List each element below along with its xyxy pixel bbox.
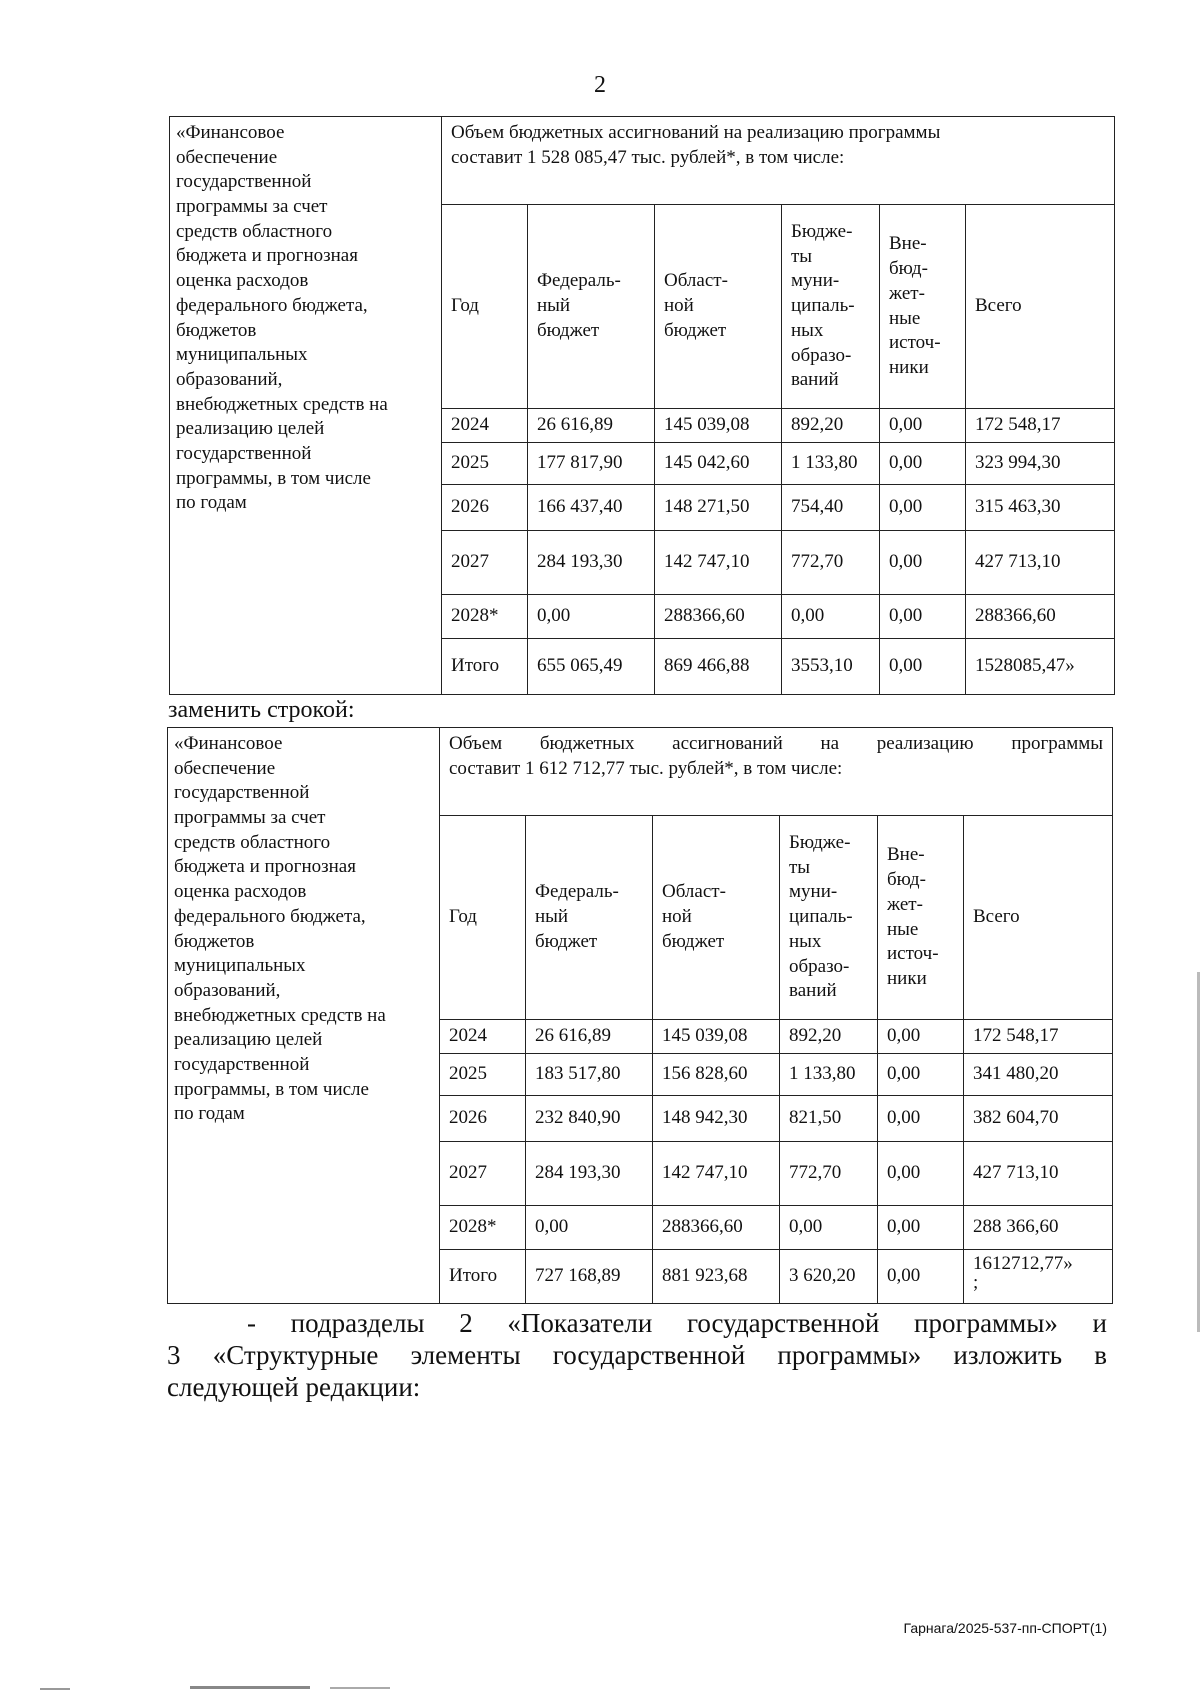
- header-extrabudgetary: Вне- бюд- жет- ные источ- ники: [880, 205, 966, 409]
- cell-total: 341 480,20: [964, 1053, 1113, 1095]
- cell-year: 2026: [442, 484, 528, 530]
- cell-regional: 288366,60: [655, 594, 782, 638]
- cell-municipal: 892,20: [782, 409, 880, 443]
- cell-federal: 26 616,89: [526, 1020, 653, 1054]
- cell-total: 315 463,30: [966, 484, 1115, 530]
- header-year: Год: [440, 816, 526, 1020]
- cell-total: 382 604,70: [964, 1095, 1113, 1141]
- cell-extrabudgetary: 0,00: [880, 409, 966, 443]
- cell-regional: 881 923,68: [653, 1249, 780, 1303]
- cell-federal: 183 517,80: [526, 1053, 653, 1095]
- cell-municipal: 0,00: [780, 1205, 878, 1249]
- header-year: Год: [442, 205, 528, 409]
- cell-federal: 727 168,89: [526, 1249, 653, 1303]
- cell-extrabudgetary: 0,00: [880, 530, 966, 594]
- cell-total: 427 713,10: [964, 1141, 1113, 1205]
- cell-year: 2024: [442, 409, 528, 443]
- cell-total: 323 994,30: [966, 442, 1115, 484]
- cell-extrabudgetary: 0,00: [878, 1249, 964, 1303]
- header-regional: Област- ной бюджет: [655, 205, 782, 409]
- cell-extrabudgetary: 0,00: [880, 594, 966, 638]
- budget-intro-line-1: Объем бюджетных ассигнований на реализацию программы: [449, 733, 1104, 754]
- cell-federal: 284 193,30: [528, 530, 655, 594]
- header-total: Всего: [964, 816, 1113, 1020]
- cell-municipal: 772,70: [782, 530, 880, 594]
- cell-federal: 0,00: [526, 1205, 653, 1249]
- budget-intro: Объем бюджетных ассигнований на реализацию программы составит 1 528 085,47 тыс. рублей*, в том числе:: [442, 117, 1115, 205]
- cell-year: 2025: [440, 1053, 526, 1095]
- cell-federal: 284 193,30: [526, 1141, 653, 1205]
- cell-extrabudgetary: 0,00: [878, 1141, 964, 1205]
- replace-label: заменить строкой:: [168, 697, 355, 723]
- amendment-instruction: [167, 1307, 1107, 1403]
- cell-total: 427 713,10: [966, 530, 1115, 594]
- cell-regional: 145 039,08: [655, 409, 782, 443]
- funding-description: «Финансовое обеспечение государственной программы за счет средств областного бюджета и прогнозная оценка расходов федерального бюджета, бюджетов муниципальных образований, внебюджетных средств на реализацию целей государственной программы, в том числе по годам: [170, 117, 442, 695]
- cell-extrabudgetary: 0,00: [878, 1205, 964, 1249]
- cell-regional: 148 271,50: [655, 484, 782, 530]
- cell-federal: 0,00: [528, 594, 655, 638]
- header-municipal: Бюдже- ты муни- ципаль- ных образо- ваний: [780, 816, 878, 1020]
- cell-total: 172 548,17: [966, 409, 1115, 443]
- cell-year: Итого: [440, 1249, 526, 1303]
- cell-total: 1528085,47»: [966, 638, 1115, 694]
- cell-total: 172 548,17: [964, 1020, 1113, 1054]
- cell-regional: 145 042,60: [655, 442, 782, 484]
- cell-year: 2028*: [442, 594, 528, 638]
- cell-federal: 166 437,40: [528, 484, 655, 530]
- cell-extrabudgetary: 0,00: [878, 1095, 964, 1141]
- cell-extrabudgetary: 0,00: [880, 442, 966, 484]
- budget-intro: [440, 728, 1113, 816]
- cell-year: 2026: [440, 1095, 526, 1141]
- document-reference: Гарнага/2025-537-пп-СПОРТ(1): [903, 1620, 1107, 1636]
- instruction-line: - подразделы 2 «Показатели государственной программы» и: [247, 1308, 1107, 1338]
- cell-year: 2028*: [440, 1205, 526, 1249]
- budget-intro-line-2: составит 1 612 712,77 тыс. рублей*, в том числе:: [449, 757, 843, 779]
- cell-year: 2027: [440, 1141, 526, 1205]
- cell-federal: 177 817,90: [528, 442, 655, 484]
- header-municipal: Бюдже- ты муни- ципаль- ных образо- ваний: [782, 205, 880, 409]
- cell-extrabudgetary: 0,00: [878, 1053, 964, 1095]
- cell-municipal: 1 133,80: [782, 442, 880, 484]
- cell-year: Итого: [442, 638, 528, 694]
- budget-table-old: [169, 116, 1115, 695]
- cell-extrabudgetary: 0,00: [878, 1020, 964, 1054]
- cell-municipal: 821,50: [780, 1095, 878, 1141]
- cell-regional: 288366,60: [653, 1205, 780, 1249]
- cell-municipal: 0,00: [782, 594, 880, 638]
- cell-federal: 232 840,90: [526, 1095, 653, 1141]
- cell-total: 288366,60: [966, 594, 1115, 638]
- cell-year: 2024: [440, 1020, 526, 1054]
- instruction-line: следующей редакции:: [167, 1372, 421, 1402]
- cell-extrabudgetary: 0,00: [880, 484, 966, 530]
- cell-federal: 26 616,89: [528, 409, 655, 443]
- cell-municipal: 1 133,80: [780, 1053, 878, 1095]
- cell-municipal: 772,70: [780, 1141, 878, 1205]
- cell-municipal: 3 620,20: [780, 1249, 878, 1303]
- cell-total: 288 366,60: [964, 1205, 1113, 1249]
- cell-municipal: 892,20: [780, 1020, 878, 1054]
- cell-regional: 142 747,10: [655, 530, 782, 594]
- cell-year: 2027: [442, 530, 528, 594]
- header-extrabudgetary: Вне- бюд- жет- ные источ- ники: [878, 816, 964, 1020]
- funding-description: «Финансовое обеспечение государственной программы за счет средств областного бюджета и прогнозная оценка расходов федерального бюджета, бюджетов муниципальных образований, внебюджетных средств на реализацию целей государственной программы, в том числе по годам: [168, 728, 440, 1304]
- instruction-line: 3 «Структурные элементы государственной программы» изложить в: [167, 1340, 1107, 1370]
- page-number: 2: [594, 72, 606, 98]
- cell-regional: 145 039,08: [653, 1020, 780, 1054]
- cell-regional: 142 747,10: [653, 1141, 780, 1205]
- cell-year: 2025: [442, 442, 528, 484]
- cell-federal: 655 065,49: [528, 638, 655, 694]
- header-regional: Област- ной бюджет: [653, 816, 780, 1020]
- cell-regional: 869 466,88: [655, 638, 782, 694]
- cell-regional: 156 828,60: [653, 1053, 780, 1095]
- header-federal: Федераль- ный бюджет: [526, 816, 653, 1020]
- header-federal: Федераль- ный бюджет: [528, 205, 655, 409]
- cell-municipal: 754,40: [782, 484, 880, 530]
- cell-total: 1612712,77» ;: [964, 1249, 1113, 1303]
- cell-regional: 148 942,30: [653, 1095, 780, 1141]
- scan-artifact: [40, 1686, 460, 1692]
- budget-table-new: [167, 727, 1113, 1304]
- cell-extrabudgetary: 0,00: [880, 638, 966, 694]
- header-total: Всего: [966, 205, 1115, 409]
- cell-municipal: 3553,10: [782, 638, 880, 694]
